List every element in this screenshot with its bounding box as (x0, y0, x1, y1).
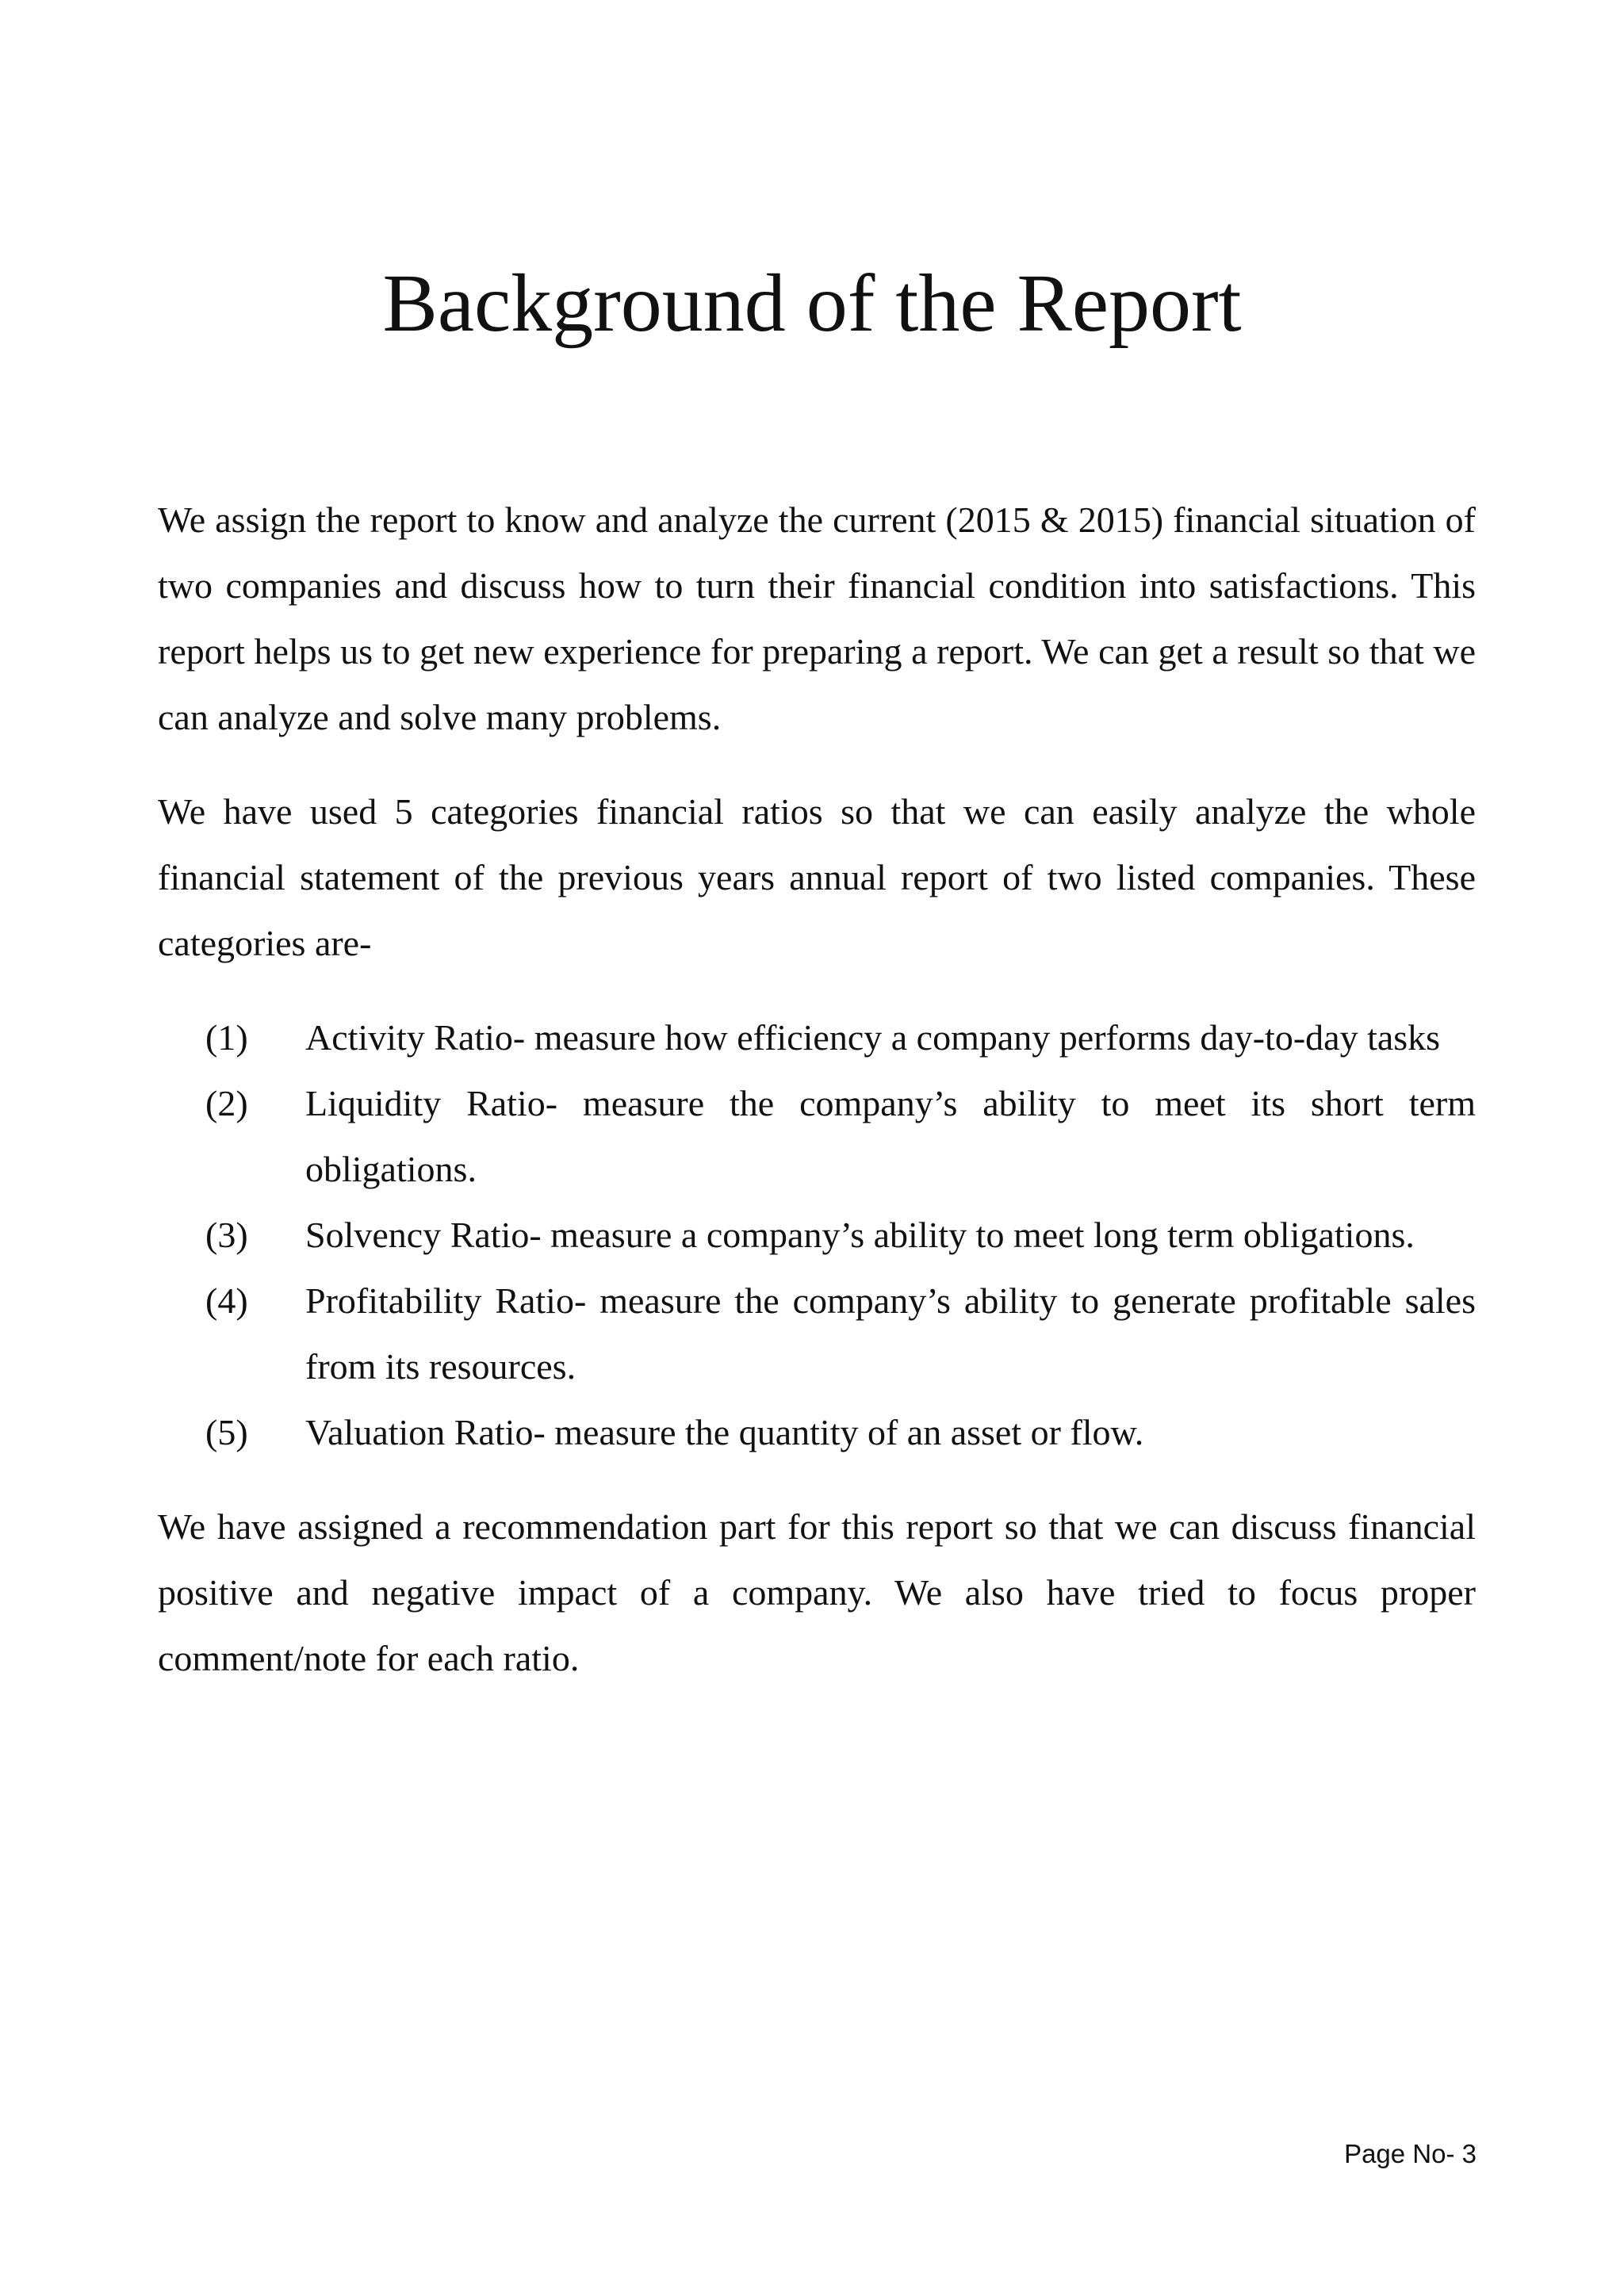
list-item (158, 1399, 1476, 1465)
list-item (158, 1004, 1476, 1070)
list-item (158, 1202, 1476, 1268)
list-item-number: (5) (205, 1412, 248, 1452)
list-item-text: Profitability Ratio- measure the company’s ability to generate profitable sales from its resources. (305, 1280, 1476, 1387)
page-number: Page No- 3 (1344, 2139, 1477, 2168)
list-item (158, 1070, 1476, 1202)
ratio-category-list (158, 1004, 1476, 1465)
list-item-number: (2) (205, 1083, 248, 1123)
list-item-text: Valuation Ratio- measure the quantity of an asset or flow. (305, 1412, 1144, 1452)
page-title: Background of the Report (382, 258, 1242, 349)
list-item (158, 1268, 1476, 1399)
list-item-text: Liquidity Ratio- measure the company’s ability to meet its short term obligations. (305, 1083, 1476, 1189)
report-body (158, 487, 1476, 1691)
list-item-text: Solvency Ratio- measure a company’s ability to meet long term obligations. (305, 1215, 1415, 1255)
list-item-number: (1) (205, 1017, 248, 1058)
list-item-number: (3) (205, 1215, 248, 1255)
closing-paragraph: We have assigned a recommendation part for this report so that we can discuss financial positive and negative impact of a company. We also have tried to focus proper comment/note for each ratio. (158, 1506, 1476, 1678)
categories-paragraph: We have used 5 categories financial ratios so that we can easily analyze the whole financial statement of the previous years annual report of two listed companies. These categories are- (158, 791, 1476, 963)
list-item-text: Activity Ratio- measure how efficiency a company performs day-to-day tasks (305, 1017, 1441, 1058)
list-item-number: (4) (205, 1280, 248, 1321)
intro-paragraph: We assign the report to know and analyze the current (2015 & 2015) financial situation of two companies and discuss how to turn their financial condition into satisfactions. This report helps us to get new experience for preparing a report. We can get a result so that we can analyze and solve many problems. (158, 499, 1476, 737)
